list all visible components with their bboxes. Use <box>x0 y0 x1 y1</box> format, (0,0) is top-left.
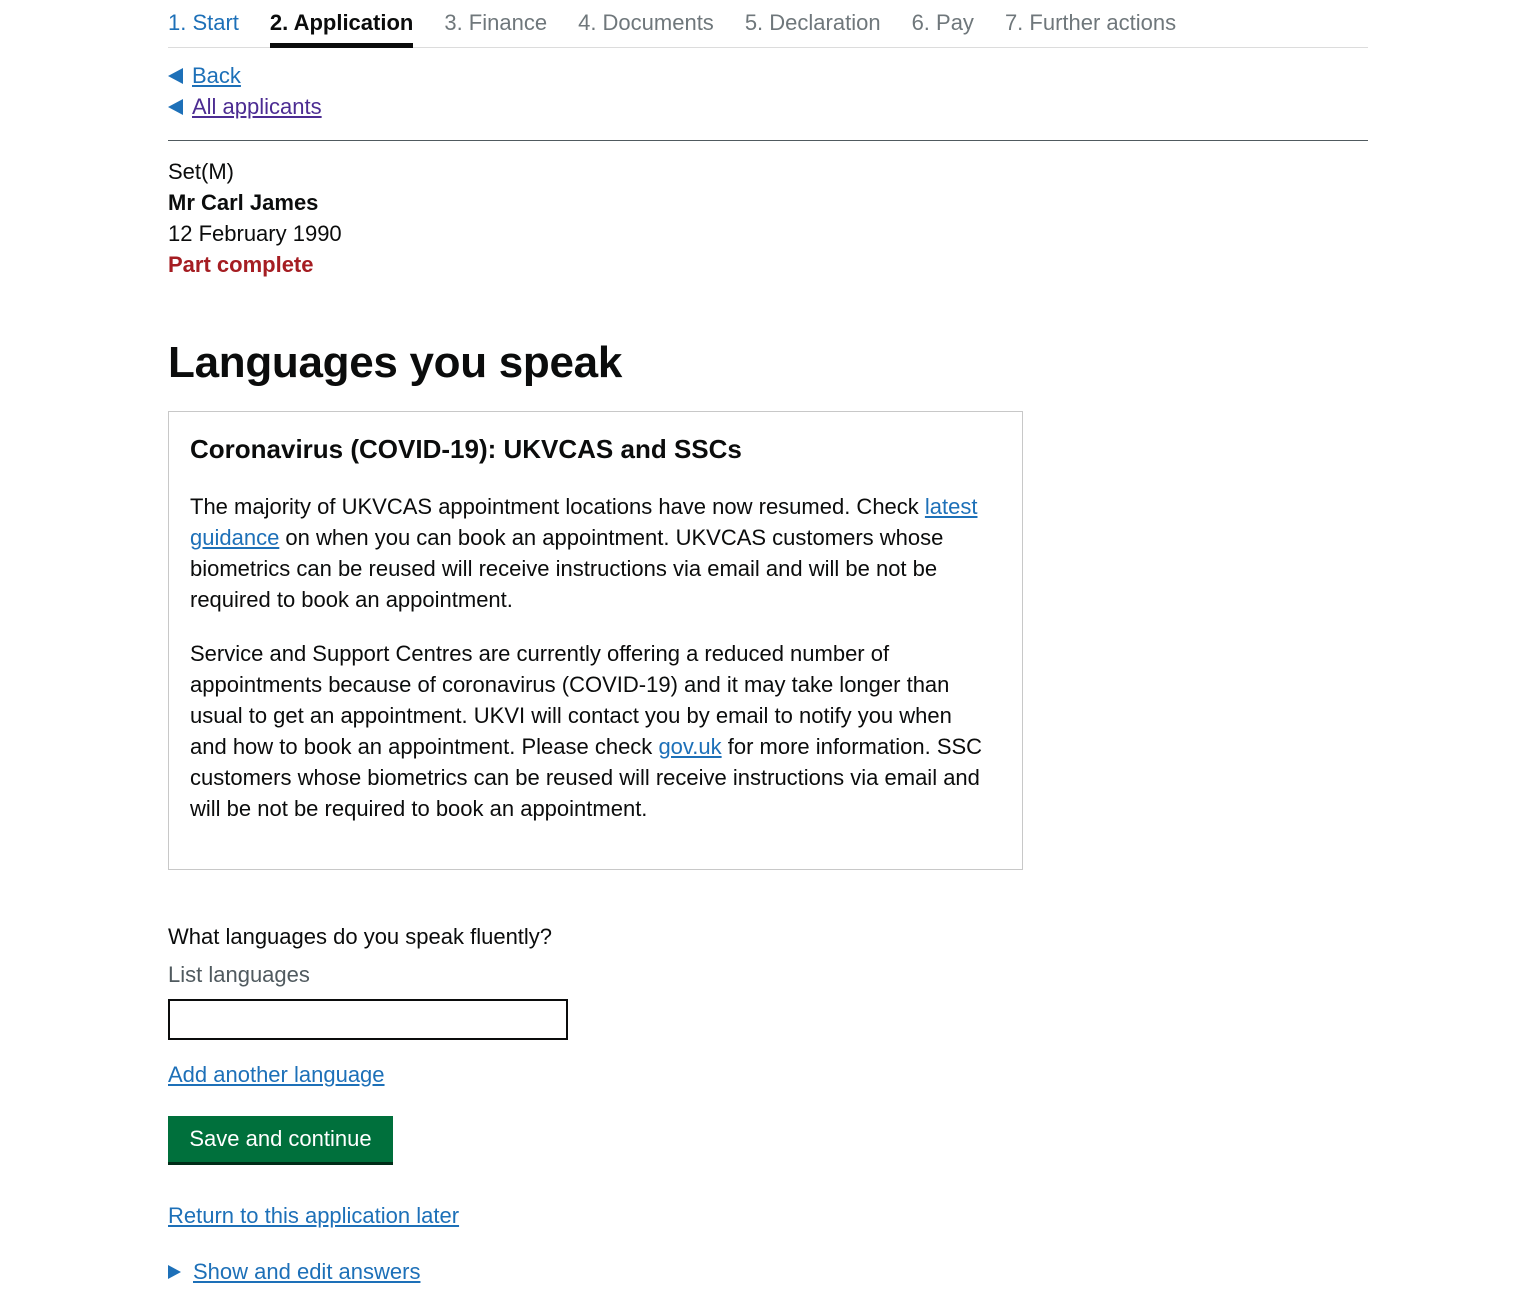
step-declaration: 5. Declaration <box>744 10 881 35</box>
section-divider <box>168 140 1368 141</box>
back-links <box>168 60 1368 122</box>
progress-steps <box>168 0 1368 48</box>
applicant-set: Set(M) <box>168 159 234 184</box>
triangle-right-icon <box>168 1265 181 1279</box>
notice-p2-text: Service and Support Centres are currently offering a reduced number of appointments because of coronavirus (COVID-19) and it may take longer than usual to get an appointment. UKVI will contact you by email to notify you when and how to book an appointment. Please check <box>190 641 952 759</box>
gov-uk-link[interactable]: gov.uk <box>658 734 722 759</box>
status-badge: Part complete <box>168 252 314 277</box>
step-further-actions: 7. Further actions <box>1004 10 1177 35</box>
latest-guidance-link[interactable]: latest guidance <box>190 494 978 550</box>
applicant-summary <box>168 156 342 280</box>
notice-heading: Coronavirus (COVID-19): UKVCAS and SSCs <box>190 434 742 464</box>
notice-paragraph-2 <box>190 638 990 824</box>
step-application[interactable]: 2. Application <box>270 0 413 47</box>
page-container <box>168 0 1368 1284</box>
back-link[interactable]: Back <box>192 62 241 88</box>
applicant-dob: 12 February 1990 <box>168 221 342 246</box>
add-another-language-link[interactable]: Add another language <box>168 1062 385 1087</box>
step-finance: 3. Finance <box>444 10 548 35</box>
triangle-left-icon <box>168 68 183 84</box>
step-documents: 4. Documents <box>578 10 714 35</box>
languages-hint: List languages <box>168 962 310 987</box>
languages-question: What languages do you speak fluently? <box>168 924 553 949</box>
return-later-link[interactable]: Return to this application later <box>168 1203 460 1228</box>
show-edit-answers-link[interactable]: Show and edit answers <box>193 1258 421 1284</box>
applicant-name: Mr Carl James <box>168 190 319 215</box>
notice-paragraph-1 <box>190 491 990 615</box>
page-title: Languages you speak <box>168 338 623 387</box>
step-pay: 6. Pay <box>911 10 974 35</box>
language-input[interactable] <box>168 999 568 1040</box>
show-edit-answers-toggle[interactable] <box>168 1256 420 1287</box>
covid-notice <box>168 411 1023 870</box>
triangle-left-icon <box>168 99 183 115</box>
back-link-row <box>168 60 1368 91</box>
notice-p1-text: The majority of UKVCAS appointment locations have now resumed. Check <box>190 494 925 519</box>
save-and-continue-button[interactable]: Save and continue <box>168 1116 393 1162</box>
all-applicants-link-row <box>168 91 1368 122</box>
notice-p1-text-end: on when you can book an appointment. UKVCAS customers whose biometrics can be reused will receive instructions via email and will be not be required to book an appointment. <box>190 525 944 612</box>
all-applicants-link[interactable]: All applicants <box>192 93 322 119</box>
notice-p2-text-end: for more information. SSC customers whose biometrics can be reused will receive instructions via email and will be not be required to book an appointment. <box>190 734 983 821</box>
step-start[interactable]: 1. Start <box>168 10 239 35</box>
